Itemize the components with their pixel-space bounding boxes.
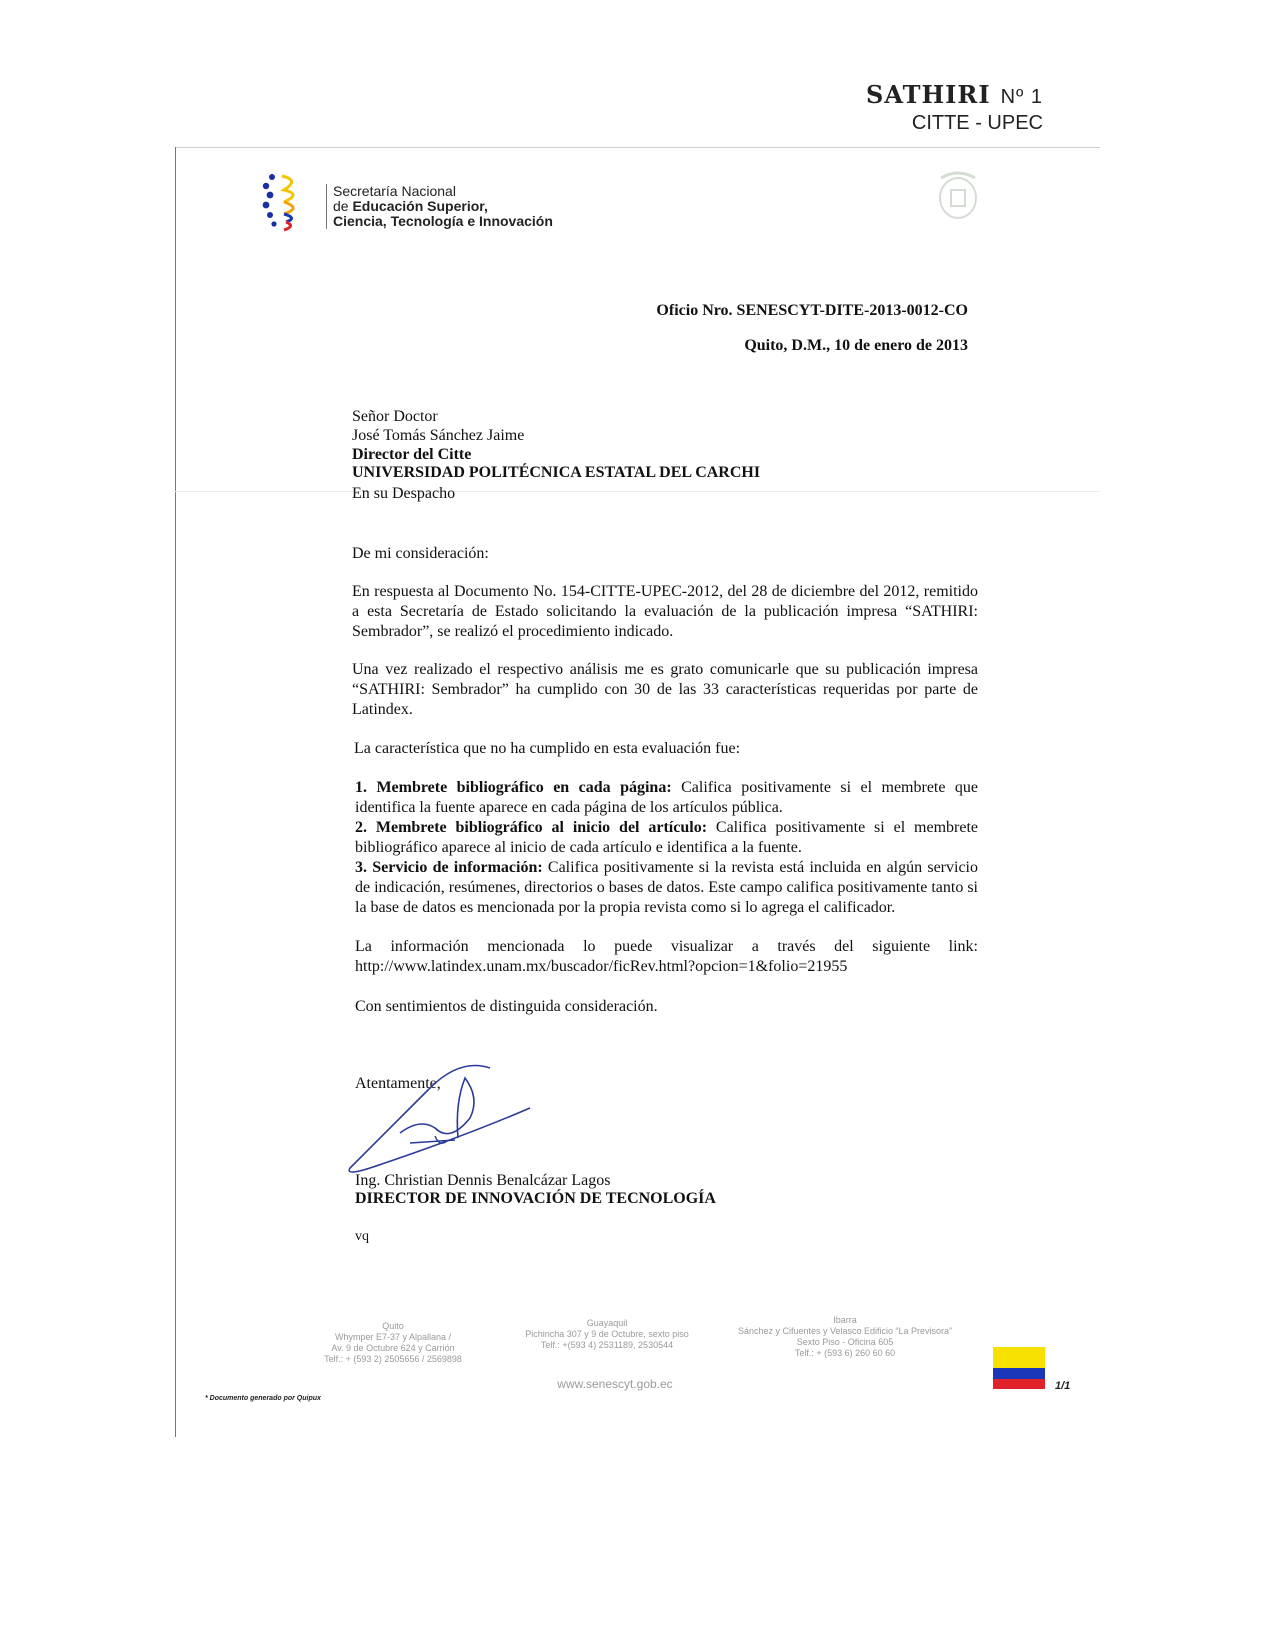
typist-initials: vq bbox=[355, 1229, 369, 1244]
office-line: Whymper E7-37 y Alpallana / bbox=[334, 1332, 452, 1342]
scan-fold-line bbox=[175, 491, 1100, 492]
recipient-location: En su Despacho bbox=[352, 485, 456, 502]
footer-office-guayaquil bbox=[522, 1318, 692, 1351]
generated-note: * Documento generado por Quipux bbox=[205, 1395, 321, 1402]
office-line: Sexto Piso - Oficina 605 bbox=[796, 1337, 894, 1347]
letterhead-line1: Secretaría Nacional bbox=[333, 183, 456, 199]
criterion-item bbox=[355, 778, 978, 818]
footer-office-ibarra bbox=[735, 1315, 955, 1359]
office-line: Telf.: + (593 2) 2505656 / 2569898 bbox=[324, 1354, 462, 1364]
scan-border-top bbox=[175, 147, 1100, 148]
office-line: Pichincha 307 y 9 de Octubre, sexto piso bbox=[525, 1329, 689, 1339]
letterhead-line2-bold: Educación Superior, bbox=[352, 198, 488, 214]
latindex-link[interactable]: http://www.latindex.unam.mx/buscador/ficRev.html?opcion=1&folio=21955 bbox=[355, 958, 848, 975]
senescyt-logo-icon bbox=[262, 172, 322, 234]
office-city: Ibarra bbox=[833, 1315, 857, 1325]
letterhead-line3: Ciencia, Tecnología e Innovación bbox=[333, 213, 553, 229]
criterion-label: 2. Membrete bibliográfico al inicio del artículo: bbox=[355, 819, 708, 836]
link-intro: La información mencionada lo puede visualizar a través del siguiente link: bbox=[355, 938, 978, 955]
paragraph-analysis: Una vez realizado el respectivo análisis me es grato comunicarle que su publicación impresa “SATHIRI: Sembrador” ha cumplido con 30 de las 33 características requeridas por parte de Latindex. bbox=[352, 661, 978, 718]
office-line: Av. 9 de Octubre 624 y Carrión bbox=[331, 1343, 455, 1353]
ecuador-flag-icon bbox=[993, 1347, 1045, 1389]
salutation: De mi consideración: bbox=[352, 545, 489, 562]
recipient-institution: UNIVERSIDAD POLITÉCNICA ESTATAL DEL CARCHI bbox=[352, 464, 761, 481]
criterion-item bbox=[355, 818, 978, 858]
criteria-list bbox=[355, 778, 978, 918]
criterion-item bbox=[355, 858, 978, 918]
closing: Con sentimientos de distinguida consideración. bbox=[355, 998, 658, 1015]
criterion-label: 1. Membrete bibliográfico en cada página: bbox=[355, 779, 672, 796]
signature-icon bbox=[340, 1058, 550, 1178]
recipient-title: Señor Doctor bbox=[352, 408, 438, 425]
paragraph-response: En respuesta al Documento No. 154-CITTE-UPEC-2012, del 28 de diciembre del 2012, remitido a esta Secretaría de Estado solicitando la evaluación de la publicación impresa “SATHIRI: Sembrador”, se realizó el procedimiento indicado. bbox=[352, 583, 978, 640]
footer-website[interactable]: www.senescyt.gob.ec bbox=[557, 1377, 673, 1391]
signer-name: Ing. Christian Dennis Benalcázar Lagos bbox=[355, 1172, 611, 1189]
journal-title bbox=[866, 80, 1043, 109]
recipient-position: Director del Citte bbox=[352, 446, 472, 463]
criterion-text: Califica positivamente si el membrete bibliográfico aparece al inicio de cada artículo e identifica a la fuente. bbox=[355, 819, 978, 856]
office-line: Telf.: +(593 4) 2531189, 2530544 bbox=[540, 1340, 674, 1350]
letter-reference: Oficio Nro. SENESCYT-DITE-2013-0012-CO bbox=[656, 302, 968, 319]
office-line: Telf.: + (593 6) 260 60 60 bbox=[794, 1348, 896, 1358]
farewell: Atentamente, bbox=[355, 1075, 441, 1092]
scan-border-left bbox=[175, 147, 176, 1437]
journal-name: SATHIRI bbox=[865, 80, 991, 109]
criterion-text: Califica positivamente si el membrete que identifica la fuente aparece en cada página de los artículos pública. bbox=[355, 779, 979, 816]
letterhead-line2-prefix: de bbox=[333, 198, 353, 214]
letter-date: Quito, D.M., 10 de enero de 2013 bbox=[744, 337, 968, 354]
journal-subtitle: CITTE - UPEC bbox=[911, 112, 1043, 134]
letterhead-text bbox=[326, 184, 553, 229]
criterion-label: 3. Servicio de información: bbox=[355, 859, 543, 876]
recipient-name: José Tomás Sánchez Jaime bbox=[352, 427, 525, 444]
page-number: 1/1 bbox=[1055, 1380, 1071, 1392]
office-line: Sánchez y Cifuentes y Velasco Edificio “La Previsora” bbox=[737, 1326, 953, 1336]
office-city: Guayaquil bbox=[586, 1318, 628, 1328]
paragraph-unmet-intro: La característica que no ha cumplido en esta evaluación fue: bbox=[354, 740, 741, 757]
coat-of-arms-icon bbox=[931, 168, 985, 224]
signer-title: DIRECTOR DE INNOVACIÓN DE TECNOLOGÍA bbox=[355, 1190, 716, 1207]
office-city: Quito bbox=[382, 1321, 404, 1331]
criterion-text: Califica positivamente si la revista está incluida en algún servicio de indicación, resúmenes, directorios o bases de datos. Este campo califica positivamente tanto si la base de datos es mencionada por la propia revista como si lo agrega el calificador. bbox=[355, 859, 978, 916]
footer-office-quito bbox=[318, 1321, 468, 1365]
letterhead-line2 bbox=[333, 199, 553, 214]
journal-number: Nº 1 bbox=[1000, 86, 1043, 108]
